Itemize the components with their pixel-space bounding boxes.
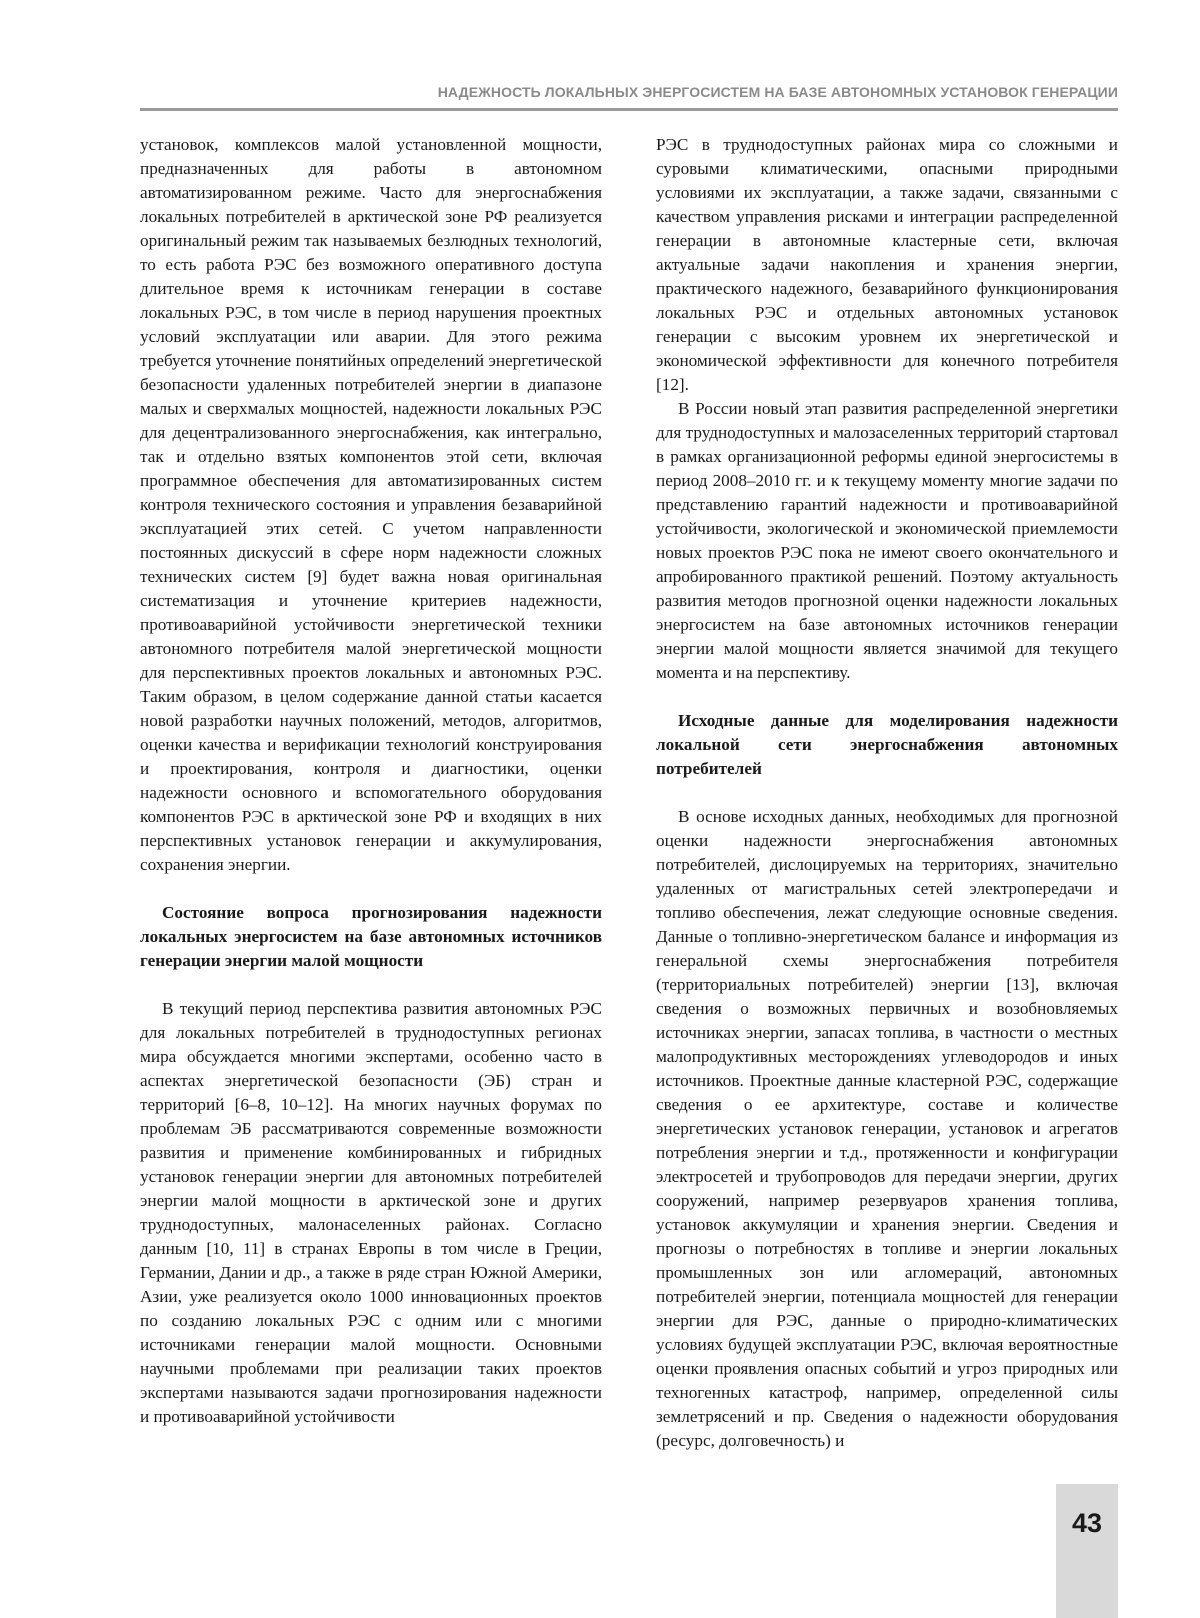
left-paragraph-2: В текущий период перспектива развития автономных РЭС для локальных потребителей в труднодоступных регионах мира обсуждается многими экспертами, особенно часто в аспектах энергетической безопасности (ЭБ) стран и территорий [6–8, 10–12]. На многих научных форумах по проблемам ЭБ рассматриваются современные возможности развития и применение комбинированных и гибридных установок генерации энергии для автономных потребителей энергии малой мощности в арктической зоне и других труднодоступных, малонаселенных районах. Согласно данным [10, 11] в странах Европы в том числе в Греции, Германии, Дании и др., а также в ряде стран Южной Америки, Азии, уже реализуется около 1000 инновационных проектов по созданию локальных РЭС с одним или с многими источниками генерации малой мощности. Основными научными проблемами при реализации таких проектов экспертами называются задачи прогнозирования надежности и противоаварийной устойчивости — [140, 997, 602, 1429]
running-header: НАДЕЖНОСТЬ ЛОКАЛЬНЫХ ЭНЕРГОСИСТЕМ НА БАЗЕ АВТОНОМНЫХ УСТАНОВОК ГЕНЕРАЦИИ — [140, 84, 1118, 100]
left-column — [140, 133, 602, 1429]
left-paragraph-1: установок, комплексов малой установленной мощности, предназначенных для работы в автономном автоматизированном режиме. Часто для энергоснабжения локальных потребителей в арктической зоне РФ реализуется оригинальный режим так называемых безлюдных технологий, то есть работа РЭС без возможного оперативного доступа длительное время к источникам генерации в составе локальных РЭС, в том числе в период нарушения проектных условий эксплуатации или аварии. Для этого режима требуется уточнение понятийных определений энергетической безопасности удаленных потребителей энергии в диапазоне малых и сверхмалых мощностей, надежности локальных РЭС для децентрализованного энергоснабжения, как интегрально, так и отдельно взятых компонентов этой сети, включая программное обеспечения для автоматизированных систем контроля технического состояния и управления безаварийной эксплуатацией этих сетей. С учетом направленности постоянных дискуссий в сфере норм надежности сложных технических систем [9] будет важна новая оригинальная систематизация и уточнение критериев надежности, противоаварийной устойчивости энергетической техники автономного потребителя малой энергетической мощности для перспективных проектов локальных и автономных РЭС. Таким образом, в целом содержание данной статьи касается новой разработки научных положений, методов, алгоритмов, оценки качества и верификации технологий конструирования и проектирования, контроля и диагностики, оценки надежности основного и вспомогательного оборудования компонентов РЭС в арктической зоне РФ и входящих в них перспективных установок генерации и аккумулирования, сохранения энергии. — [140, 133, 602, 877]
header-rule — [140, 108, 1118, 111]
right-paragraph-2: В России новый этап развития распределенной энергетики для труднодоступных и малозаселенных территорий стартовал в рамках организационной реформы единой энергосистемы в период 2008–2010 гг. и к текущему моменту многие задачи по представлению гарантий надежности и противоаварийной устойчивости, экологической и экономической приемлемости новых проектов РЭС пока не имеют своего окончательного и апробированного практикой решений. Поэтому актуальность развития методов прогнозной оценки надежности локальных энергосистем на базе автономных источников генерации энергии малой мощности является значимой для текущего момента и на перспективу. — [656, 397, 1118, 685]
section-heading-initial-data: Исходные данные для моделирования надежности локальной сети энергоснабжения автономных потребителей — [656, 709, 1118, 781]
right-paragraph-3: В основе исходных данных, необходимых для прогнозной оценки надежности энергоснабжения автономных потребителей, дислоцируемых на территориях, значительно удаленных от магистральных сетей электропередачи и топливо обеспечения, лежат следующие основные сведения. Данные о топливно-энергетическом балансе и информация из генеральной схемы энергоснабжения потребителя (территориальных потребителей) энергии [13], включая сведения о возможных первичных и возобновляемых источниках энергии, запасах топлива, в частности о местных малопродуктивных месторождениях углеводородов и иных источников. Проектные данные кластерной РЭС, содержащие сведения о ее архитектуре, составе и количестве энергетических установок генерации, установок и агрегатов потребления энергии и т.д., протяженности и конфигурации электросетей и трубопроводов для передачи энергии, других сооружений, например резервуаров хранения топлива, установок аккумуляции и хранения энергии. Сведения и прогнозы о потребностях в топливе и энергии локальных промышленных зон или агломераций, автономных потребителей энергии, потенциала мощностей для генерации энергии для РЭС, данные о природно-климатических условиях будущей эксплуатации РЭС, включая вероятностные оценки проявления опасных событий и угроз природных или техногенных катастроф, например, определенной силы землетрясений и пр. Сведения о надежности оборудования (ресурс, долговечность) и — [656, 805, 1118, 1453]
page-number: 43 — [1056, 1508, 1118, 1539]
right-paragraph-1: РЭС в труднодоступных районах мира со сложными и суровыми климатическими, опасными природными условиями их эксплуатации, а также задачи, связанными с качеством управления рисками и интеграции распределенной генерации в автономные кластерные сети, включая актуальные задачи накопления и хранения энергии, практического надежного, безаварийного функционирования локальных РЭС и отдельных автономных установок генерации с высоким уровнем их энергетической и экономической эффективности для конечного потребителя [12]. — [656, 133, 1118, 397]
right-column — [656, 133, 1118, 1453]
section-heading-state-of-question: Состояние вопроса прогнозирования надежности локальных энергосистем на базе автономных источников генерации энергии малой мощности — [140, 901, 602, 973]
page-number-tab — [1056, 1484, 1118, 1618]
